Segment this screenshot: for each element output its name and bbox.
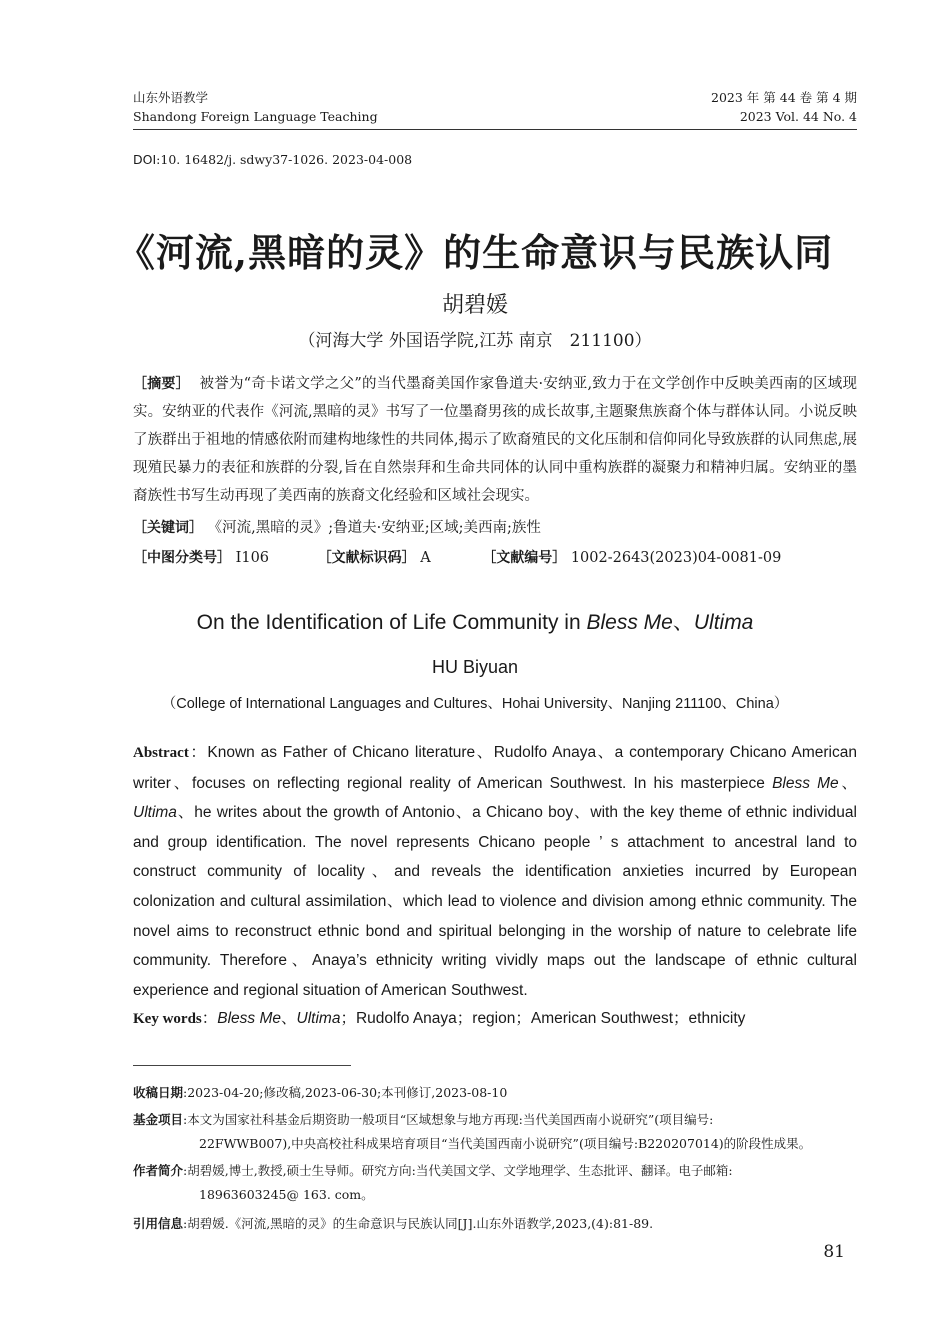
abstract-en-book-2: Ultima [133,804,177,822]
author-bio-label: 作者简介 [133,1163,184,1178]
title-en-book-1: Bless Me [586,611,673,634]
abstract-cn [133,370,857,510]
keywords-en-book-2: Ultima [296,1010,341,1027]
affiliation-cn: （河海大学 外国语学院,江苏 南京 211100） [298,331,652,351]
doc-code-label: ［文献标识码］ [317,550,416,566]
abstract-en-label: Abstract [133,745,189,761]
title-en-prefix: On the Identification of Life Community in [196,611,587,634]
author-bio-text-1: :胡碧媛,博士,教授,硕士生导师。研究方向:当代美国文学、文学地理学、生态批评、翻译。电子邮箱: [183,1163,733,1178]
fund-label: 基金项目 [133,1112,184,1127]
abstract-en-colon: ： [188,744,208,761]
classification-line [133,544,857,572]
keywords-en-sep: 、 [281,1010,297,1027]
keywords-en-colon: ： [201,1010,218,1027]
doi-line [133,152,412,167]
keywords-cn [133,514,857,542]
keywords-en-label: Key words [133,1011,202,1027]
keywords-cn-text: 《河流,黑暗的灵》;鲁道夫·安纳亚;区域;美西南;族性 [207,520,541,536]
affiliation-en: （College of International Languages and Cultures、Hohai University、Nanjing 211100、China） [161,696,789,712]
citation-label: 引用信息 [133,1216,184,1231]
doi-value: :10. 16482/j. sdwy37-1026. 2023-04-008 [156,152,413,167]
keywords-en-rest: ；Rudolfo Anaya；region；American Southwest；ethnicity [340,1010,746,1027]
abstract-cn-label: ［摘要］ [133,376,190,392]
page-number: 81 [823,1242,845,1262]
doc-code-value: A [420,550,431,566]
clc-value: I106 [235,550,270,566]
footnote-divider [133,1065,351,1066]
author-name-en: HU Biyuan [431,657,519,677]
footnote-author [133,1159,857,1207]
received-text: :2023-04-20;修改稿,2023-06-30;本刊修订,2023-08-10 [183,1085,508,1100]
abstract-en-part-1: Known as Father of Chicano literature、Rudolfo Anaya、a contemporary Chicano American writer、focuses on reflecting regional reality of American Southwest. In his masterpiece [133,744,857,792]
issue-en: 2023 Vol. 44 No. 4 [739,109,857,124]
clc-label: ［中图分类号］ [133,550,231,566]
abstract-en-part-3: 、he writes about the growth of Antonio、a Chicano boy、with the key theme of ethnic individual and group identification. The novel represents Chicano people ’ s attachment to ancestral land to construct community of locality、and reveals the identification anxieties incurred by European colonization and cultural assimilation、which lead to violence and division among ethnic community. The novel aims to reconstruct ethnic bond and spiritual belonging in the worship of nature to celebrate life community. Therefore、Anaya’s ethnicity writing vividly maps out the landscape of ethnic cultural experience and regional situation of American Southwest. [133,804,857,999]
header-divider [133,129,857,130]
title-en-book-2: Ultima [693,611,754,634]
abstract-en [133,738,857,1005]
abstract-cn-text: 被誉为“奇卡诺文学之父”的当代墨裔美国作家鲁道夫·安纳亚,致力于在文学创作中反映美西南的区域现实。安纳亚的代表作《河流,黑暗的灵》书写了一位墨裔男孩的成长故事,主题聚焦族裔个体与群体认同。小说反映了族群出于祖地的情感依附而建构地缘性的共同体,揭示了欧裔殖民的文化压制和信仰同化导致族群的认同焦虑,展现殖民暴力的表征和族群的分裂,旨在自然崇拜和生命共同体的认同中重构族群的凝聚力和精神归属。安纳亚的墨裔族性书写生动再现了美西南的族裔文化经验和区域社会现实。 [133,376,858,504]
journal-name-en: Shandong Foreign Language Teaching [133,109,378,124]
fund-text-1: :本文为国家社科基金后期资助一般项目“区域想象与地方再现:当代美国西南小说研究”(项目编号: [183,1112,714,1127]
doi-label: DOI [133,152,157,167]
author-name-cn: 胡碧媛 [441,293,508,318]
keywords-en-book-1: Bless Me [217,1010,282,1027]
issue-cn: 2023 年 第 44 卷 第 4 期 [711,90,857,105]
journal-name-cn: 山东外语教学 [133,90,209,105]
citation-text: :胡碧媛.《河流,黑暗的灵》的生命意识与民族认同[J].山东外语教学,2023,(4):81-89. [183,1216,654,1231]
abstract-en-part-2: 、 [838,774,857,792]
footnote-fund [133,1108,857,1156]
issue-info [711,88,857,126]
abstract-en-book-1: Bless Me [772,774,839,792]
journal-name [133,88,378,126]
footnote-received [133,1081,857,1105]
article-title-en [0,606,950,636]
title-en-sep: 、 [672,611,694,634]
article-no-label: ［文献编号］ [482,550,567,566]
received-label: 收稿日期 [133,1085,184,1100]
article-no-value: 1002-2643(2023)04-0081-09 [570,550,782,566]
keywords-en [133,1006,857,1032]
article-title-cn: 《河流,黑暗的灵》的生命意识与民族认同 [116,230,834,275]
fund-text-2: 22FWWB007),中央高校社科成果培育项目“当代美国西南小说研究”(项目编号:B220207014)的阶段性成果。 [199,1136,812,1151]
keywords-cn-label: ［关键词］ [133,520,203,536]
footnote-citation [133,1212,857,1236]
author-bio-text-2: 18963603245@ 163. com。 [199,1187,374,1202]
